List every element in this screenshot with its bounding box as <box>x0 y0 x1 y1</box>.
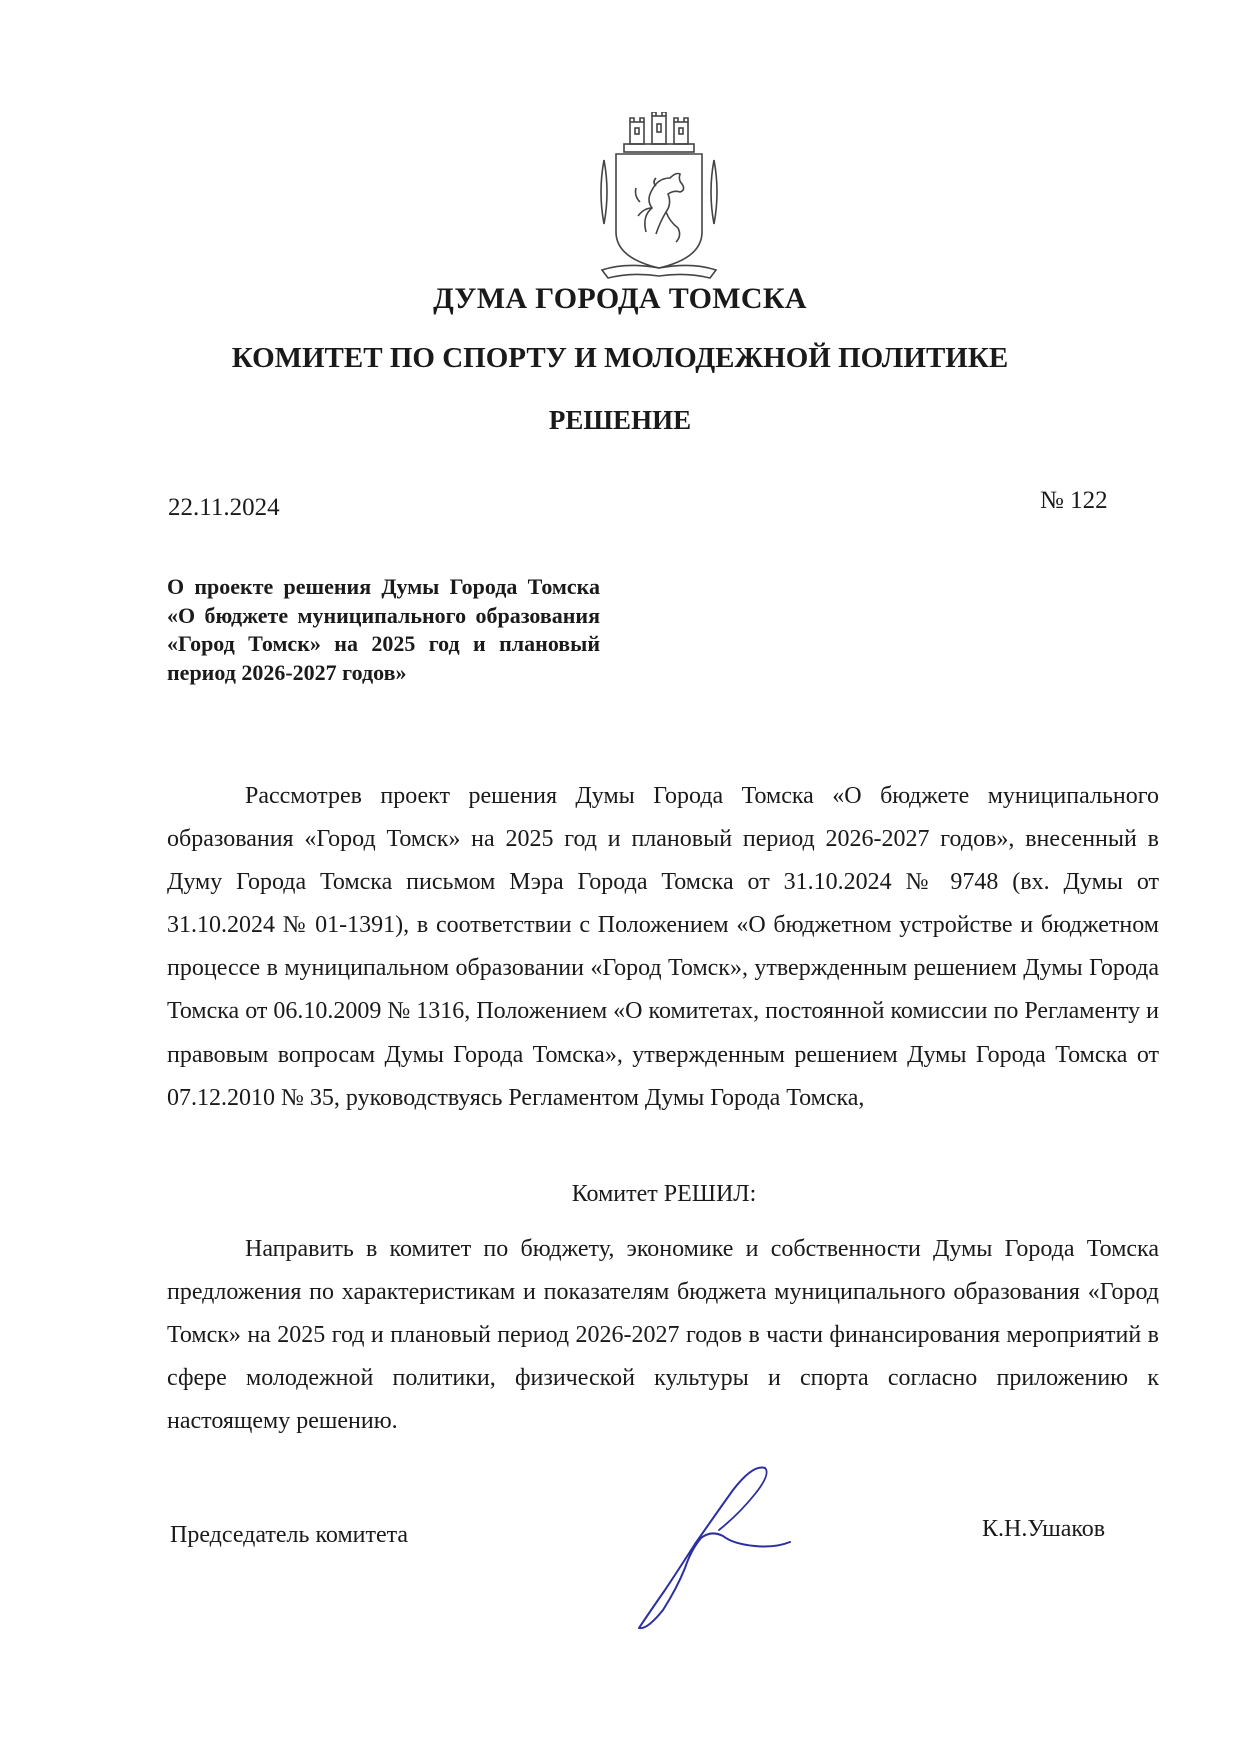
coat-of-arms-icon <box>596 112 722 288</box>
body-paragraph-2: Направить в комитет по бюджету, экономике и собственности Думы Города Томска предложения по характеристикам и показателям бюджета муниципального образования «Город Томск» на 2025 год и плановый период 2026-2027 годов в части финансирования мероприятий в сфере молодежной политики, физической культуры и спорта согласно приложению к настоящему решению. <box>167 1236 1159 1435</box>
signer-position: Председатель комитета <box>170 1522 409 1548</box>
committee-title: КОМИТЕТ ПО СПОРТУ И МОЛОДЕЖНОЙ ПОЛИТИКЕ <box>231 342 1009 374</box>
doc-subject: О проекте решения Думы Города Томска «О бюджете муниципального образования «Город Томск» на 2025 год и плановый период 2026-2027 годов» <box>167 574 600 685</box>
org-title: ДУМА ГОРОДА ТОМСКА <box>433 282 807 315</box>
signature-icon <box>615 1460 800 1635</box>
doc-date: 22.11.2024 <box>168 494 280 521</box>
signer-name: К.Н.Ушаков <box>982 1516 1106 1542</box>
doc-number: № 122 <box>1040 487 1108 514</box>
decision-line: Комитет РЕШИЛ: <box>571 1181 757 1207</box>
doc-type-heading: РЕШЕНИЕ <box>548 405 692 435</box>
body-paragraph-1: Рассмотрев проект решения Думы Города Томска «О бюджете муниципального образования «Город Томск» на 2025 год и плановый период 2026-2027 годов», внесенный в Думу Города Томска письмом Мэра Города Томска от 31.10.2024 № 9748 (вх. Думы от 31.10.2024 № 01-1391), в соответствии с Положением «О бюджетном устройстве и бюджетном процессе в муниципальном образовании «Город Томск», утвержденным решением Думы Города Томска от 06.10.2009 № 1316, Положением «О комитетах, постоянной комиссии по Регламенту и правовым вопросам Думы Города Томска», утвержденным решением Думы Города Томска от 07.12.2010 № 35, руководствуясь Регламентом Думы Города Томска, <box>167 783 1159 1111</box>
